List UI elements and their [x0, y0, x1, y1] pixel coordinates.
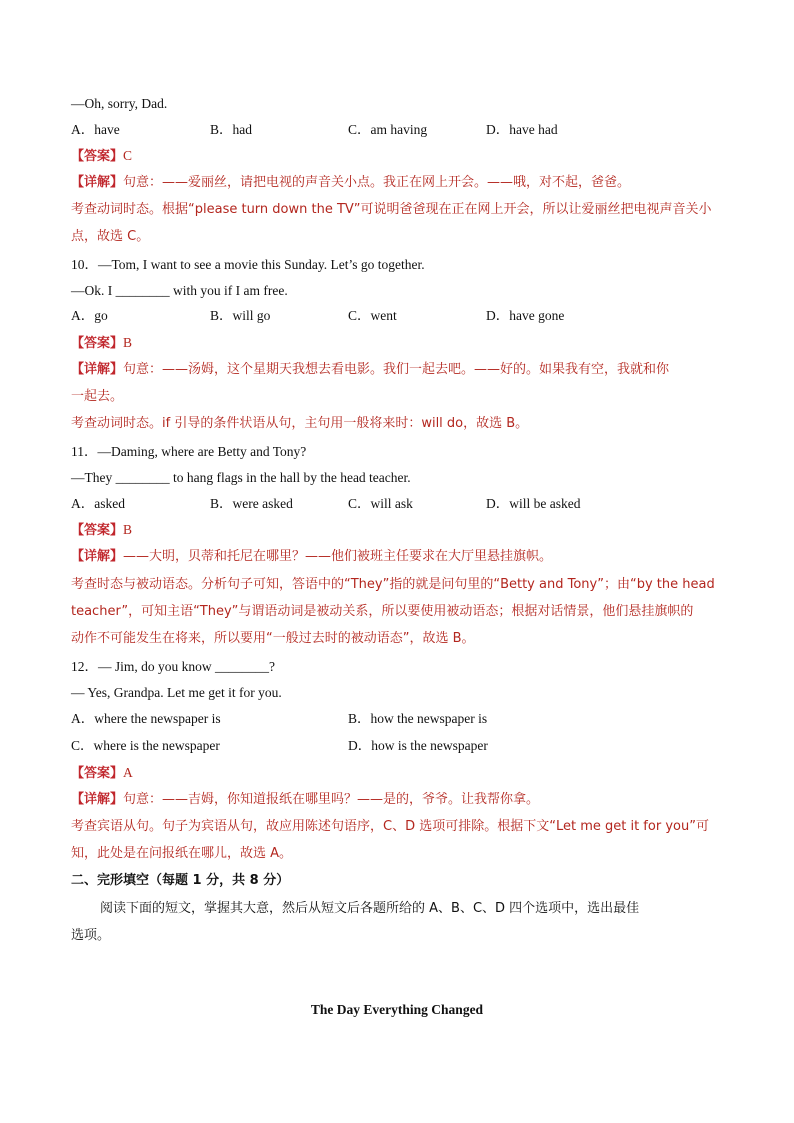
q9-detail-line-1 — [71, 174, 721, 192]
answer-value: B — [123, 335, 133, 350]
q9-option-c: C．am having — [348, 122, 428, 137]
answer-value: B — [123, 522, 133, 537]
q11-detail-line-1 — [71, 548, 721, 566]
q12-detail-line-2: 考查宾语从句。句子为宾语从句，故应用陈述句语序，C、D 选项可排除。根据下文“Let me get it for you”可 — [71, 819, 709, 834]
q10-option-b: B．will go — [210, 308, 271, 323]
q9-option-a: A．have — [71, 122, 120, 137]
answer-value: A — [123, 765, 133, 780]
answer-tag: 【答案】 — [71, 336, 124, 351]
q11-question-line-1: 11．—Daming, where are Betty and Tony? — [71, 444, 307, 459]
detail-text: 句意：——吉姆，你知道报纸在哪里吗？——是的，爷爷。让我帮你拿。 — [123, 792, 540, 807]
q12-answer — [71, 764, 721, 783]
q12-option-b: B．how the newspaper is — [348, 711, 488, 726]
q10-option-a: A．go — [71, 308, 108, 323]
q10-option-c: C．went — [348, 308, 397, 323]
section-instruction-line-2: 选项。 — [71, 928, 111, 943]
detail-tag: 【详解】 — [71, 175, 124, 190]
passage-title: The Day Everything Changed — [310, 1002, 484, 1017]
q11-question-line-2: —They ________ to hang flags in the hall by the head teacher. — [71, 470, 411, 485]
q10-detail-line-1 — [71, 361, 721, 379]
detail-text: ——大明，贝蒂和托尼在哪里？——他们被班主任要求在大厅里悬挂旗帜。 — [123, 549, 553, 564]
q10-question-line-1: 10．—Tom, I want to see a movie this Sunday. Let’s go together. — [71, 257, 425, 272]
q11-option-a: A．asked — [71, 496, 125, 511]
q10-detail-line-3: 考查动词时态。if 引导的条件状语从句，主句用一般将来时：will do，故选 B。 — [71, 416, 529, 431]
q12-detail-line-3: 知，此处是在问报纸在哪儿，故选 A。 — [71, 846, 293, 861]
q9-option-b: B．had — [210, 122, 252, 137]
q12-option-a: A．where the newspaper is — [71, 711, 221, 726]
q10-answer — [71, 334, 721, 353]
q12-question-line-1: 12．— Jim, do you know ________? — [71, 659, 275, 674]
q10-question-line-2: —Ok. I ________ with you if I am free. — [71, 283, 288, 298]
q10-option-d: D．have gone — [486, 308, 565, 323]
detail-tag: 【详解】 — [71, 549, 124, 564]
q9-detail-line-2: 考查动词时态。根据“please turn down the TV”可说明爸爸现在正在网上开会，所以让爱丽丝把电视声音关小 — [71, 202, 712, 217]
q11-option-b: B．were asked — [210, 496, 293, 511]
q9-option-d: D．have had — [486, 122, 558, 137]
q12-option-c: C．where is the newspaper — [71, 738, 220, 753]
q9-reply-line: —Oh, sorry, Dad. — [71, 96, 168, 111]
q12-detail-line-1 — [71, 791, 721, 809]
q11-detail-line-4: 动作不可能发生在将来，所以要用“一般过去时的被动语态”，故选 B。 — [71, 631, 475, 646]
q11-option-d: D．will be asked — [486, 496, 581, 511]
q9-detail-line-3: 点，故选 C。 — [71, 229, 150, 244]
q11-answer — [71, 521, 721, 540]
q11-detail-line-2: 考查时态与被动语态。分析句子可知，答语中的“They”指的就是问句里的“Betty and Tony”；由“by the head — [71, 577, 715, 592]
detail-text: 句意：——爱丽丝，请把电视的声音关小点。我正在网上开会。——哦，对不起，爸爸。 — [123, 175, 631, 190]
answer-tag: 【答案】 — [71, 149, 124, 164]
detail-tag: 【详解】 — [71, 362, 124, 377]
section-heading: 二、完形填空（每题 1 分，共 8 分） — [71, 873, 290, 888]
section-instruction-line-1: 阅读下面的短文，掌握其大意，然后从短文后各题所给的 A、B、C、D 四个选项中，选出最佳 — [100, 901, 640, 916]
q9-answer — [71, 147, 721, 166]
q11-option-c: C．will ask — [348, 496, 413, 511]
q12-option-d: D．how is the newspaper — [348, 738, 488, 753]
answer-tag: 【答案】 — [71, 523, 124, 538]
q12-question-line-2: — Yes, Grandpa. Let me get it for you. — [71, 685, 282, 700]
q10-detail-line-2: 一起去。 — [71, 389, 124, 404]
detail-text: 句意：——汤姆，这个星期天我想去看电影。我们一起去吧。——好的。如果我有空，我就和你 — [123, 362, 670, 377]
answer-tag: 【答案】 — [71, 766, 124, 781]
answer-value: C — [123, 148, 133, 163]
q11-detail-line-3: teacher”，可知主语“They”与谓语动词是被动关系，所以要使用被动语态；根据对话情景，他们悬挂旗帜的 — [71, 604, 694, 619]
detail-tag: 【详解】 — [71, 792, 124, 807]
